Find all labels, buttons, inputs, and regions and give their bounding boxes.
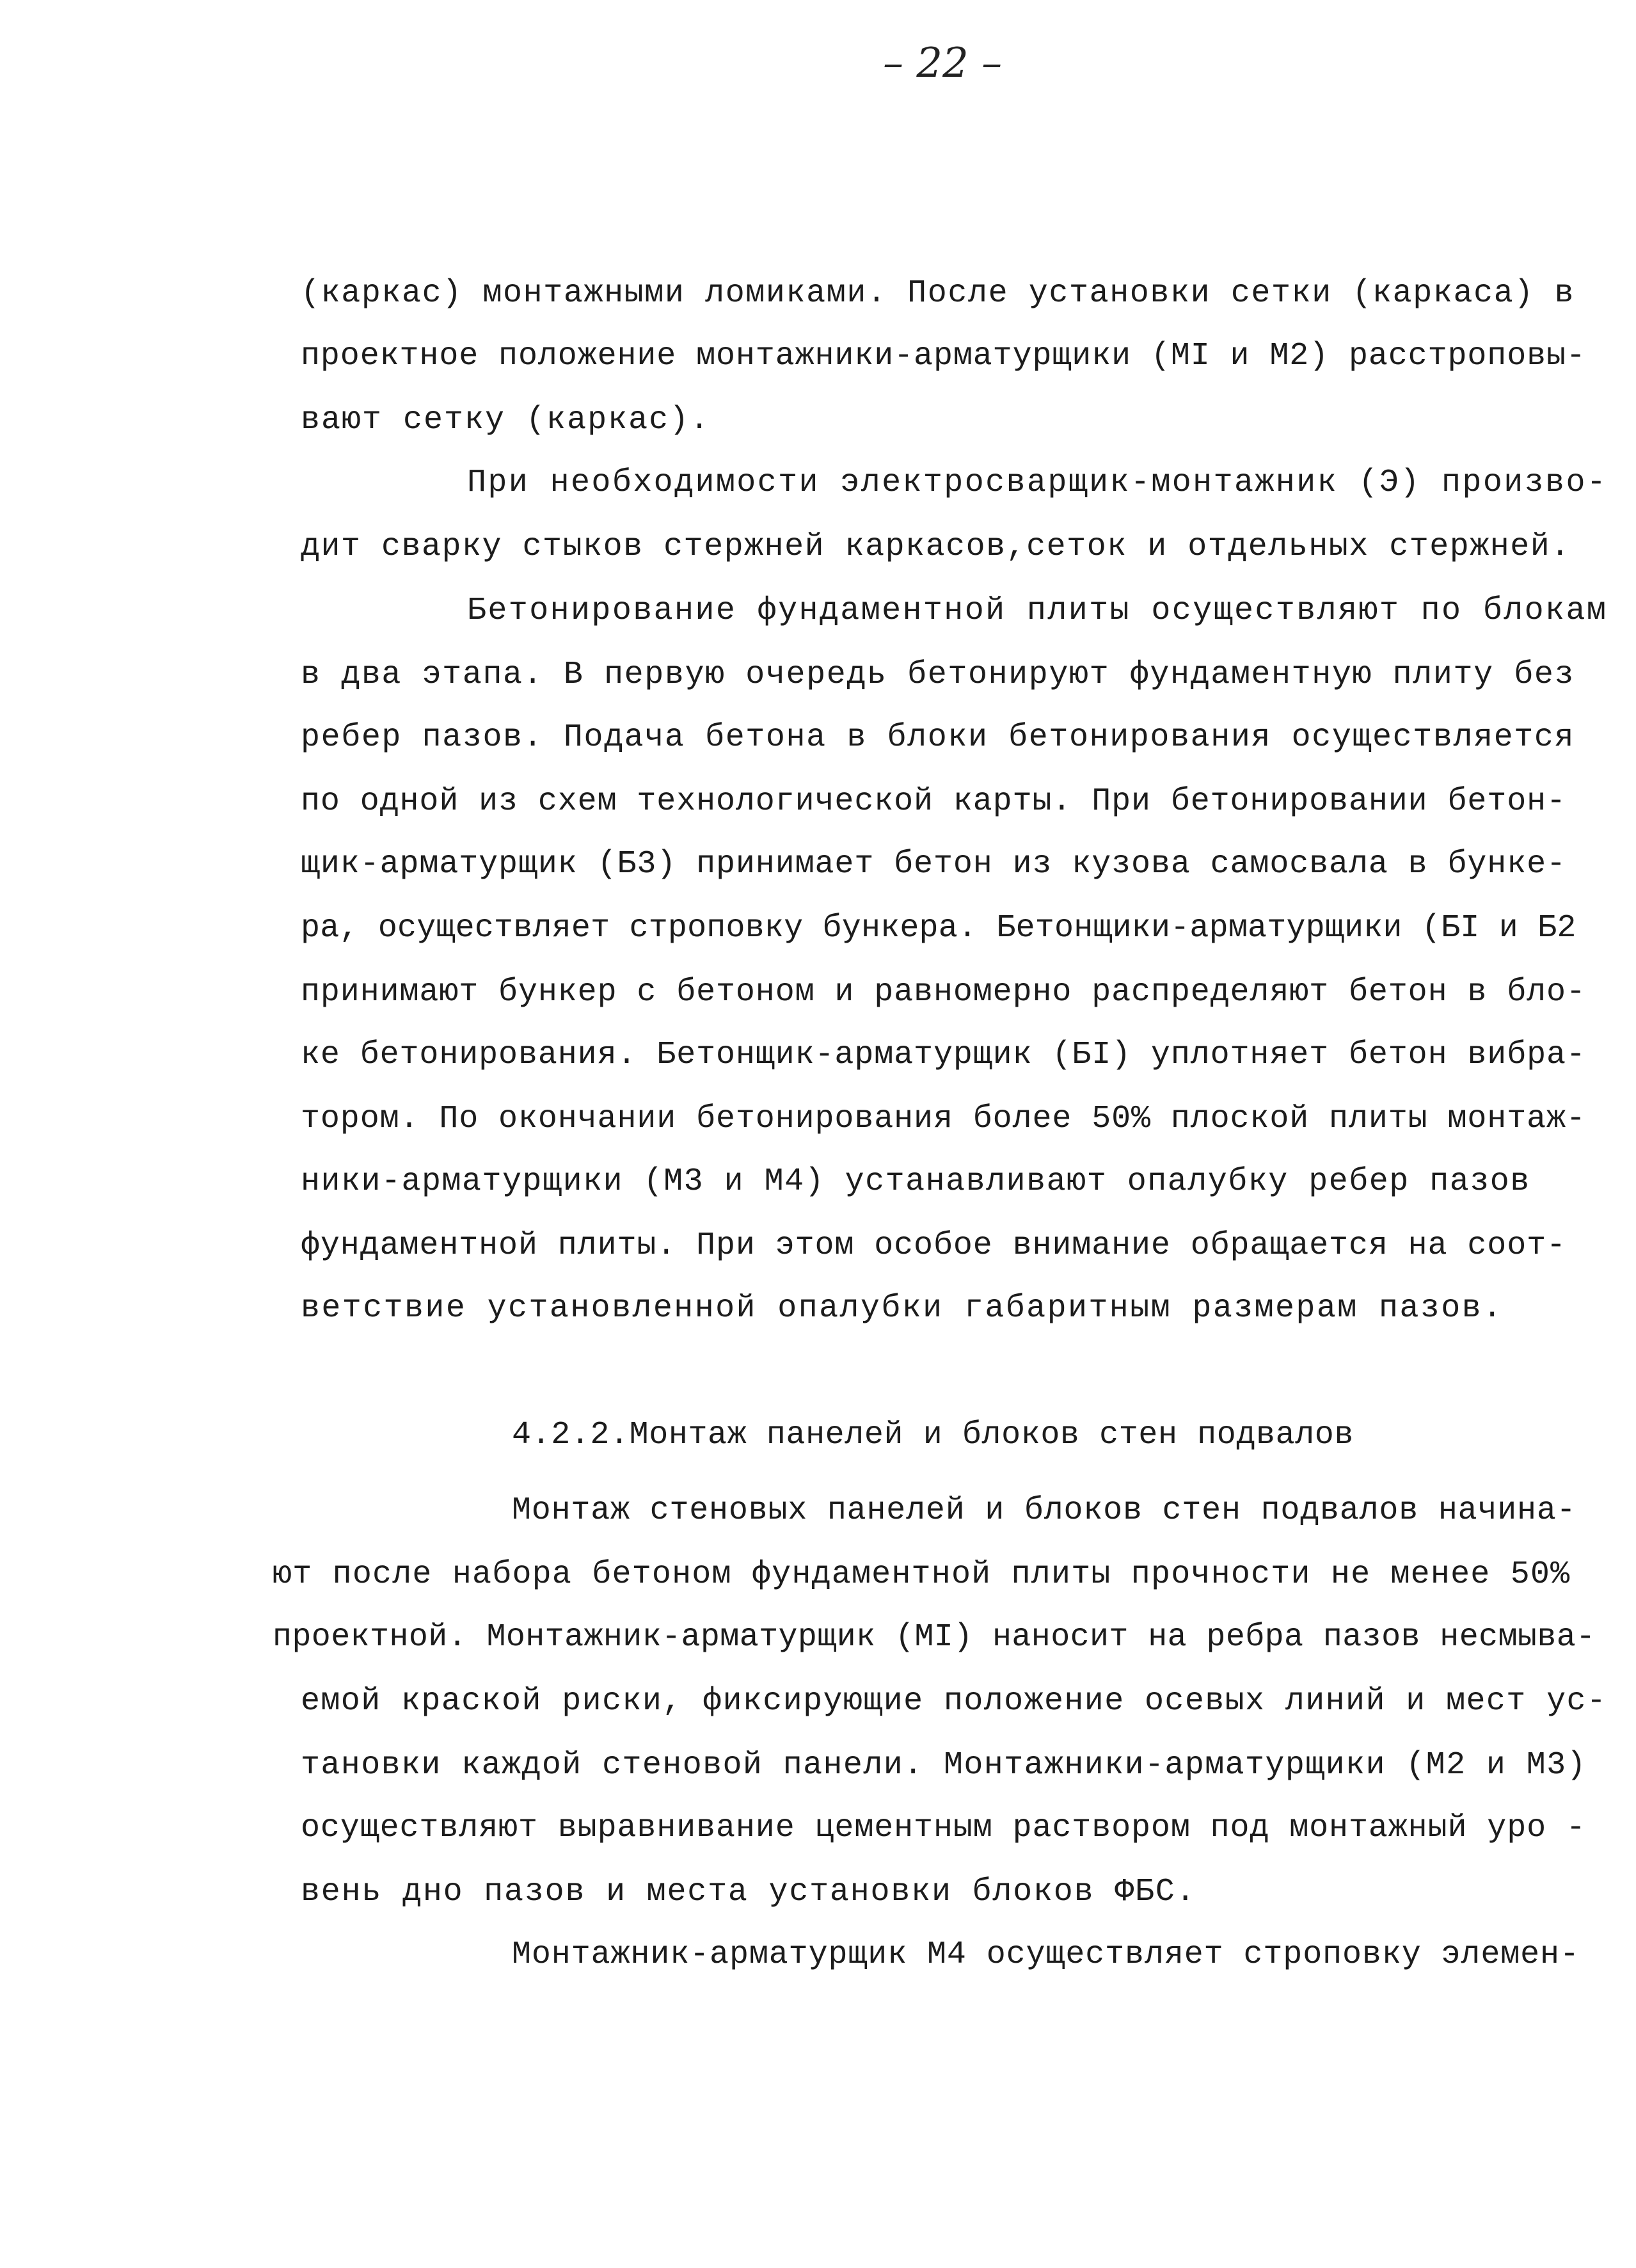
text-line: ра, осуществляет строповку бункера. Бетонщики-арматурщики (БI и Б2 bbox=[301, 910, 1576, 946]
text-line: дит сварку стыков стержней каркасов,сеток и отдельных стержней. bbox=[301, 529, 1571, 565]
text-line: Бетонирование фундаментной плиты осуществляют по блокам bbox=[467, 593, 1608, 629]
text-line: емой краской риски, фиксирующие положение осевых линий и мест ус- bbox=[301, 1683, 1607, 1720]
text-line: При необходимости электросварщик-монтажник (Э) произво- bbox=[467, 465, 1608, 501]
text-line: ребер пазов. Подача бетона в блоки бетонирования осуществляется bbox=[301, 719, 1575, 756]
text-line: в два этапа. В первую очередь бетонируют фундаментную плиту без bbox=[301, 657, 1575, 693]
page-number: – 22 – bbox=[883, 40, 1003, 87]
text-line: проектное положение монтажники-арматурщики (МI и М2) расстроповы- bbox=[301, 338, 1586, 374]
text-line: щик-арматурщик (Б3) принимает бетон из кузова самосвала в бунке- bbox=[301, 846, 1566, 882]
text-line: фундаментной плиты. При этом особое внимание обращается на соот- bbox=[301, 1227, 1566, 1264]
text-line: (каркас) монтажными ломиками. После установки сетки (каркаса) в bbox=[301, 275, 1575, 312]
text-line: тором. По окончании бетонирования более 50% плоской плиты монтаж- bbox=[301, 1101, 1586, 1137]
text-line: принимают бункер с бетоном и равномерно распределяют бетон в бло- bbox=[301, 974, 1586, 1010]
section-heading: 4.2.2.Монтаж панелей и блоков стен подвалов bbox=[512, 1417, 1354, 1453]
text-line: ке бетонирования. Бетонщик-арматурщик (БI) уплотняет бетон вибра- bbox=[301, 1037, 1586, 1073]
text-line: ники-арматурщики (М3 и М4) устанавливают опалубку ребер пазов bbox=[301, 1163, 1530, 1200]
text-line: ветствие установленной опалубки габаритным размерам пазов. bbox=[301, 1290, 1504, 1327]
text-line: вень дно пазов и места установки блоков ФБС. bbox=[301, 1874, 1196, 1910]
text-line: проектной. Монтажник-арматурщик (МI) наносит на ребра пазов несмыва- bbox=[273, 1619, 1596, 1656]
text-line: тановки каждой стеновой панели. Монтажники-арматурщики (М2 и М3) bbox=[301, 1747, 1587, 1784]
text-line: вают сетку (каркас). bbox=[301, 402, 711, 438]
text-line: по одной из схем технологической карты. При бетонировании бетон- bbox=[301, 783, 1566, 820]
text-line: осуществляют выравнивание цементным раствором под монтажный уро - bbox=[301, 1810, 1586, 1846]
text-line: Монтаж стеновых панелей и блоков стен подвалов начина- bbox=[512, 1492, 1576, 1529]
text-line: Монтажник-арматурщик М4 осуществляет строповку элемен- bbox=[512, 1937, 1580, 1973]
text-line: ют после набора бетоном фундаментной плиты прочности не менее 50% bbox=[273, 1556, 1571, 1593]
